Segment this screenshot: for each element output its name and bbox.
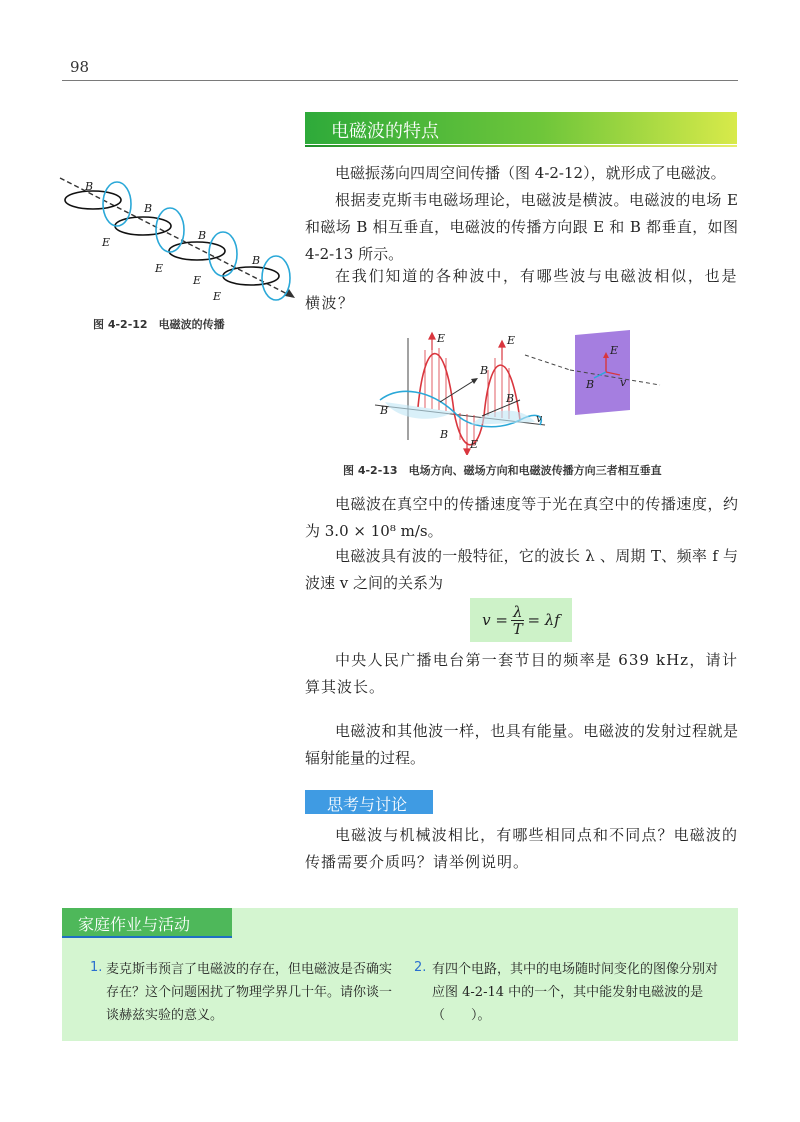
propagation-axis <box>60 178 295 298</box>
fig1-label-e2: E <box>155 262 164 275</box>
section-header <box>305 112 737 144</box>
fig2-label-b3: B <box>506 392 515 405</box>
fig2-label-e-panel: E <box>610 344 619 357</box>
formula-rhs: = λf <box>527 611 560 629</box>
b-loop-2 <box>156 208 184 252</box>
formula-numerator: λ <box>512 602 523 621</box>
e-loop-1 <box>65 191 121 209</box>
formula-box <box>470 598 572 642</box>
paragraph-6: 中央人民广播电台第一套节目的频率是 639 kHz，请计算其波长。 <box>305 651 738 696</box>
header-rule <box>62 80 738 81</box>
fig1-label-e1: E <box>102 236 111 249</box>
fig1-label-e3: E <box>193 274 202 287</box>
think-discuss-text: 电磁波与机械波相比，有哪些相同点和不同点？电磁波的传播需要介质吗？请举例说明。 <box>305 826 738 871</box>
fig1-label-b3: B <box>198 229 207 242</box>
homework-item-2: 有四个电路，其中的电场随时间变化的图像分别对应图 4-2-14 中的一个，其中能发射电磁波的是（ ）。 <box>432 962 719 1023</box>
electric-field-wave <box>418 354 520 445</box>
fig2-label-b-panel: B <box>586 378 595 391</box>
paragraph-7: 电磁波和其他波一样，也具有能量。电磁波的发射过程就是辐射能量的过程。 <box>305 722 738 767</box>
fig1-label-b4: B <box>252 254 261 267</box>
homework-title: 家庭作业与活动 <box>78 915 191 934</box>
homework-item-2-number: 2. <box>414 960 427 975</box>
section-header-underline <box>305 145 737 147</box>
formula-lhs: v = <box>482 611 508 629</box>
homework-item-1-number: 1. <box>90 960 103 975</box>
fig2-label-b2: B <box>380 404 389 417</box>
formula-fraction <box>511 604 525 637</box>
b-loop-4 <box>262 256 290 300</box>
homework-tab-underline <box>62 936 232 938</box>
paragraph-2: 根据麦克斯韦电磁场理论，电磁波是横波。电磁波的电场 E 和磁场 B 相互垂直，电磁波的传播方向跟 E 和 B 都垂直，如图 4-2-13 所示。 <box>305 191 738 263</box>
fig2-label-e-top2: E <box>507 334 516 347</box>
fig2-label-v: v <box>536 412 543 425</box>
figure-4-2-13 <box>370 330 700 455</box>
paragraph-5: 电磁波具有波的一般特征，它的波长 λ 、周期 T、频率 f 与波速 v 之间的关系为 <box>305 547 738 592</box>
section-title: 电磁波的特点 <box>331 121 439 142</box>
homework-tab <box>62 908 232 936</box>
think-discuss-header <box>305 790 433 814</box>
fig2-label-v-panel: v <box>620 376 627 389</box>
homework-item-1: 麦克斯韦预言了电磁波的存在，但电磁波是否确实存在？这个问题困扰了物理学界几十年。请你谈一谈赫兹实验的意义。 <box>106 962 393 1023</box>
paragraph-1: 电磁振荡向四周空间传播（图 4-2-12），就形成了电磁波。 <box>335 164 726 182</box>
fig2-label-b4: B <box>440 428 449 441</box>
fig2-label-e-bottom: E <box>470 438 479 451</box>
e-loop-3 <box>169 242 225 260</box>
figure-4-2-12-caption: 图 4-2-12 电磁波的传播 <box>93 318 225 331</box>
figure-4-2-12 <box>55 168 305 308</box>
fig2-label-b1: B <box>480 364 489 377</box>
paragraph-3: 在我们知道的各种波中，有哪些波与电磁波相似，也是横波？ <box>305 267 738 312</box>
formula-denominator: T <box>512 619 523 638</box>
fig1-label-b2: B <box>144 202 153 215</box>
fig2-label-e-top1: E <box>437 332 446 345</box>
paragraph-4: 电磁波在真空中的传播速度等于光在真空中的传播速度，约为 3.0 × 10⁸ m/s。 <box>305 495 738 540</box>
e-loop-4 <box>223 267 279 285</box>
fig1-label-e4: E <box>213 290 222 303</box>
figure-4-2-13-caption: 图 4-2-13 电场方向、磁场方向和电磁波传播方向三者相互垂直 <box>343 464 662 477</box>
think-discuss-title: 思考与讨论 <box>327 795 408 814</box>
page-number: 98 <box>70 58 90 76</box>
wavefront-panel <box>575 330 630 415</box>
fig1-label-b1: B <box>85 180 94 193</box>
